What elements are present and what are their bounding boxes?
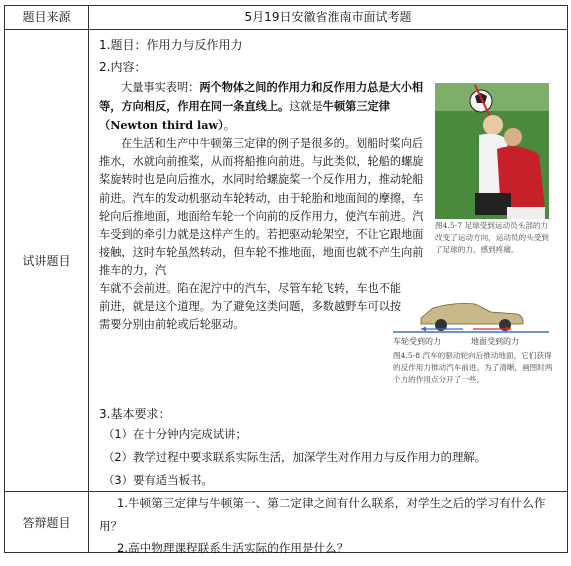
requirement-2: （2）教学过程中要求联系实际生活，加深学生对作用力与反作用力的理解。 — [103, 450, 487, 464]
defense-label: 答辩题目 — [5, 492, 89, 553]
source-label: 题目来源 — [5, 6, 89, 30]
trial-content-cell — [89, 30, 568, 492]
defense-content-cell — [89, 492, 568, 553]
law-name: 牛顿第三定律（Newton third law） — [99, 99, 390, 133]
fig2-caption: 图4.5-8 汽车的驱动轮向后推动地面，它们获得的反作用力推动汽车前进。为了清晰，画图时两个力的作用点分开了一些。 — [393, 351, 553, 384]
wheel-force-label: 车轮受到的力 — [393, 337, 441, 346]
ground-force-label: 地面受到的力 — [471, 337, 519, 346]
textbook-excerpt — [99, 78, 429, 334]
car-illustration — [393, 296, 549, 336]
defense-content — [89, 492, 567, 555]
source-value: 5月19日安徽省淮南市面试考题 — [89, 6, 568, 30]
defense-row — [5, 492, 568, 553]
requirement-1: （1）在十分钟内完成试讲； — [103, 427, 247, 441]
paragraph-examples-cont: 车就不会前进。陷在泥泞中的汽车，尽管车轮飞转，车也不能前进，就是这个道理。为了避免这类问题，多数越野车可以按需要分别由前轮或后轮驱动。 — [99, 282, 402, 332]
football-photo — [435, 83, 549, 219]
source-row — [5, 6, 568, 30]
football-players-illustration — [435, 83, 549, 219]
topic-line: 1.题目：作用力与反作用力 — [99, 38, 243, 52]
paragraph-law — [99, 78, 429, 135]
fig1-caption: 图4.5-7 足球受到运动员头部的力改变了运动方向，运动员的头受到了足球的力，感到疼痛。 — [435, 221, 549, 254]
defense-question-2: 2.高中物理课程联系生活实际的作用是什么？ — [117, 541, 349, 555]
law-end: 。 — [223, 119, 235, 133]
trial-label: 试讲题目 — [5, 30, 89, 492]
paragraph-examples: 在生活和生产中牛顿第三定律的例子是很多的。划船时桨向后推水，水就向前推桨，从而将船推向前进。与此类似，轮船的螺旋桨旋转时也是向后推水，水同时给螺旋桨一个反作用力，推动轮船前进。汽车的发动机驱动车轮转动，由于轮胎和地面间的摩擦，车轮向后推地面，地面给车轮一个向前的反作用力，使汽车前进。汽车受到的牵引力就是这样产生的。若把驱动轮架空，不让它跟地面接触，这时车轮虽然转动，但车轮不推地面，地面也就不产生向前推车的力，汽 — [99, 137, 424, 277]
law-statement: 两个物体之间的作用力和反作用力总是大小相等，方向相反，作用在同一条直线上。 — [99, 80, 424, 114]
requirements-label: 3.基本要求： — [99, 407, 171, 421]
trial-content — [89, 30, 567, 491]
content-label: 2.内容： — [99, 60, 147, 74]
trial-row — [5, 30, 568, 492]
law-mid: 这就是 — [289, 100, 323, 114]
law-prefix: 大量事实表明： — [121, 81, 200, 94]
question-table — [4, 5, 568, 553]
defense-question-1: 1.牛顿第三定律与牛顿第一、第二定律之间有什么联系，对学生之后的学习有什么作用？ — [99, 496, 546, 533]
requirement-3: （3）要有适当板书。 — [103, 473, 213, 487]
